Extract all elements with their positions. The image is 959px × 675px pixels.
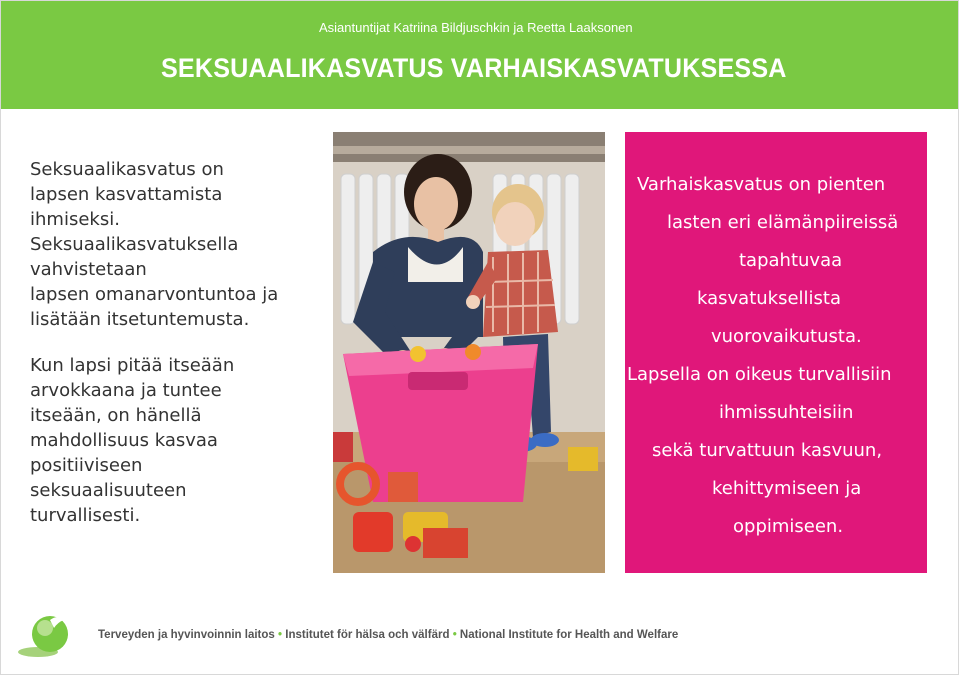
info-line: sekä turvattuun kasvuun, [652, 440, 883, 461]
info-line: lasten eri elämänpiireissä [667, 212, 899, 233]
text-line: lisätään itsetuntemusta. [30, 309, 250, 330]
text-line: ihmiseksi. [30, 209, 120, 230]
text-line: mahdollisuus kasvaa [30, 430, 218, 451]
text-line: Kun lapsi pitää itseään [30, 355, 235, 376]
footer-separator: • [452, 629, 457, 641]
text-line: Seksuaalikasvatuksella [30, 234, 239, 255]
footer-org-sv: Institutet för hälsa och välfärd [285, 629, 450, 641]
info-line: ihmissuhteisiin [719, 402, 854, 423]
info-line: kehittymiseen ja [712, 478, 862, 499]
info-line: Lapsella on oikeus turvallisiin [627, 364, 892, 385]
woman-and-child-with-toy-box-photo [333, 132, 605, 573]
text-line: turvallisesti. [30, 505, 141, 526]
text-line: lapsen kasvattamista [30, 184, 223, 205]
footer-organization-names [98, 629, 678, 641]
info-line: vuorovaikutusta. [711, 326, 862, 347]
info-line: oppimiseen. [733, 516, 844, 537]
text-line: seksuaalisuuteen [30, 480, 187, 501]
paragraph-2 [30, 353, 320, 528]
text-line: arvokkaana ja tuntee [30, 380, 222, 401]
info-line: tapahtuvaa [739, 250, 843, 271]
text-line: lapsen omanarvontuntoa ja [30, 284, 279, 305]
page-title: SEKSUAALIKASVATUS VARHAISKASVATUKSESSA [161, 53, 787, 83]
footer-org-fi: Terveyden ja hyvinvoinnin laitos [98, 629, 275, 641]
header-banner [1, 1, 958, 109]
text-line: itseään, on hänellä [30, 405, 202, 426]
authors-line: Asiantuntijat Katriina Bildjuschkin ja Reetta Laaksonen [319, 20, 633, 35]
paragraph-1 [30, 157, 320, 332]
text-line: vahvistetaan [30, 259, 147, 280]
info-box [625, 132, 927, 573]
footer-separator: • [278, 629, 283, 641]
info-line: Varhaiskasvatus on pienten [637, 174, 886, 195]
text-line: positiiviseen [30, 455, 143, 476]
footer-org-en: National Institute for Health and Welfare [459, 629, 679, 641]
text-line: Seksuaalikasvatus on [30, 159, 224, 180]
info-line: kasvatuksellista [697, 288, 842, 309]
left-text-column [30, 157, 320, 528]
thl-logo-icon [16, 612, 76, 660]
